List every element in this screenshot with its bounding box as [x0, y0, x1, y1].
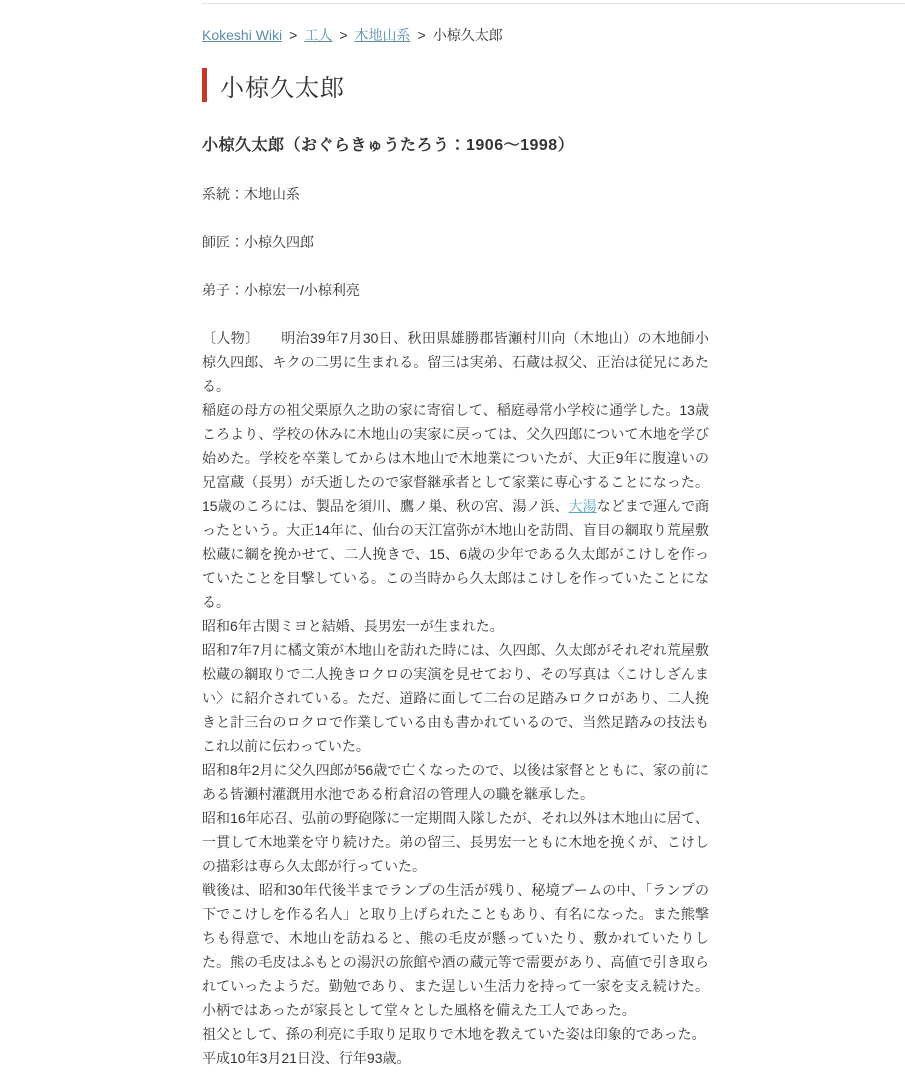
- body-line: [202, 878, 709, 1022]
- title-accent-bar: [202, 68, 207, 102]
- body-text: 昭和16年応召、弘前の野砲隊に一定期間入隊したが、それ以外は木地山に居て、一貫して木地業を守り続けた。弟の留三、長男宏一ともに木地を挽くが、こけしの描彩は専ら久太郎が行っていた。: [202, 810, 709, 874]
- body-text: 昭和7年7月に橘文策が木地山を訪れた時には、久四郎、久太郎がそれぞれ荒屋敷松蔵の綱取りで二人挽きロクロの実演を見せており、その写真は〈こけしざんまい〉に紹介されている。ただ、道路に面して二台の足踏みロクロがあり、二人挽きと計三台のロクロで作業している由も書かれているので、当然足踏みの技法もこれ以前に伝わっていた。: [202, 642, 709, 754]
- body-text: 戦後は、昭和30年代後半までランプの生活が残り、秘境ブームの中、「ランプの下でこけしを作る名人」と取り上げられたこともあり、有名になった。また熊撃ちも得意で、木地山を訪ねると、熊の毛皮が懸っていたり、敷かれていたりした。熊の毛皮はふもとの湯沢の旅館や酒の蔵元等で需要があり、高値で引き取られていったようだ。勤勉であり、また逞しい生活力を持って一家を支え続けた。小柄ではあったが家長として堂々とした風格を備えた工人であった。: [202, 882, 709, 1018]
- body-line: [202, 614, 709, 638]
- breadcrumb-link-2[interactable]: 工人: [304, 27, 333, 43]
- body-text: 〔人物〕 明治39年7月30日、秋田県雄勝郡皆瀬村川向（木地山）の木地師小椋久四郎、キクの二男に生まれる。留三は実弟、石蔵は叔父、正治は従兄にあたる。: [202, 330, 709, 394]
- article: [202, 134, 709, 1070]
- breadcrumb-current-page: 小椋久太郎: [432, 27, 503, 43]
- body-line: [202, 806, 709, 878]
- page-title-block: [202, 68, 905, 102]
- body-text: 昭和6年古関ミヨと結婚、長男宏一が生まれた。: [202, 618, 504, 634]
- main-content: [202, 3, 905, 1070]
- body-text: などまで運んで商ったという。大正14年に、仙台の天江富弥が木地山を訪問、盲目の綱取り荒屋敷松蔵に綱を挽かせて、二人挽きで、15、6歳の少年である久太郎がこけしを作っていたことを目撃している。この当時から久太郎はこけしを作っていたことになる。: [202, 498, 710, 610]
- article-body: [202, 326, 709, 1070]
- body-line: [202, 326, 709, 398]
- body-text: 祖父として、孫の利亮に手取り足取りで木地を教えていた姿は印象的であった。: [202, 1026, 706, 1042]
- breadcrumb-separator: >: [339, 27, 348, 43]
- body-text: 昭和8年2月に父久四郎が56歳で亡くなったので、以後は家督とともに、家の前にある皆瀬村灌漑用水池である桁倉沼の管理人の職を継承した。: [202, 762, 709, 802]
- body-line: [202, 758, 709, 806]
- body-line: [202, 1046, 709, 1070]
- page-title: 小椋久太郎: [220, 74, 345, 102]
- breadcrumb: [202, 4, 905, 45]
- info-line-master: 師匠：小椋久四郎: [202, 234, 314, 250]
- body-inline-link[interactable]: 大湯: [568, 498, 597, 514]
- breadcrumb-separator: >: [289, 27, 298, 43]
- article-heading: 小椋久太郎（おぐらきゅうたろう：1906〜1998）: [202, 137, 575, 154]
- breadcrumb-link-1[interactable]: Kokeshi Wiki: [202, 27, 283, 43]
- body-text: 稲庭の母方の祖父栗原久之助の家に寄宿して、稲庭尋常小学校に通学した。13歳ころより、学校の休みに木地山の実家に戻っては、父久四郎について木地を学び始めた。学校を卒業してからは木地山で木地業についたが、大正9年に腹違いの兄富蔵（長男）が夭逝したので家督継承者として家業に専心することになった。15歳のころには、製品を須川、鷹ノ巣、秋の宮、湯ノ浜、: [202, 402, 709, 514]
- info-line-apprentices: 弟子：小椋宏一/小椋利亮: [202, 282, 360, 298]
- body-line: [202, 1022, 709, 1046]
- breadcrumb-separator: >: [417, 27, 426, 43]
- info-line-lineage: 系統：木地山系: [202, 186, 300, 202]
- breadcrumb-link-3[interactable]: 木地山系: [354, 27, 411, 43]
- body-line: [202, 638, 709, 758]
- body-line: [202, 398, 709, 614]
- body-text: 平成10年3月21日没、行年93歳。: [202, 1050, 411, 1066]
